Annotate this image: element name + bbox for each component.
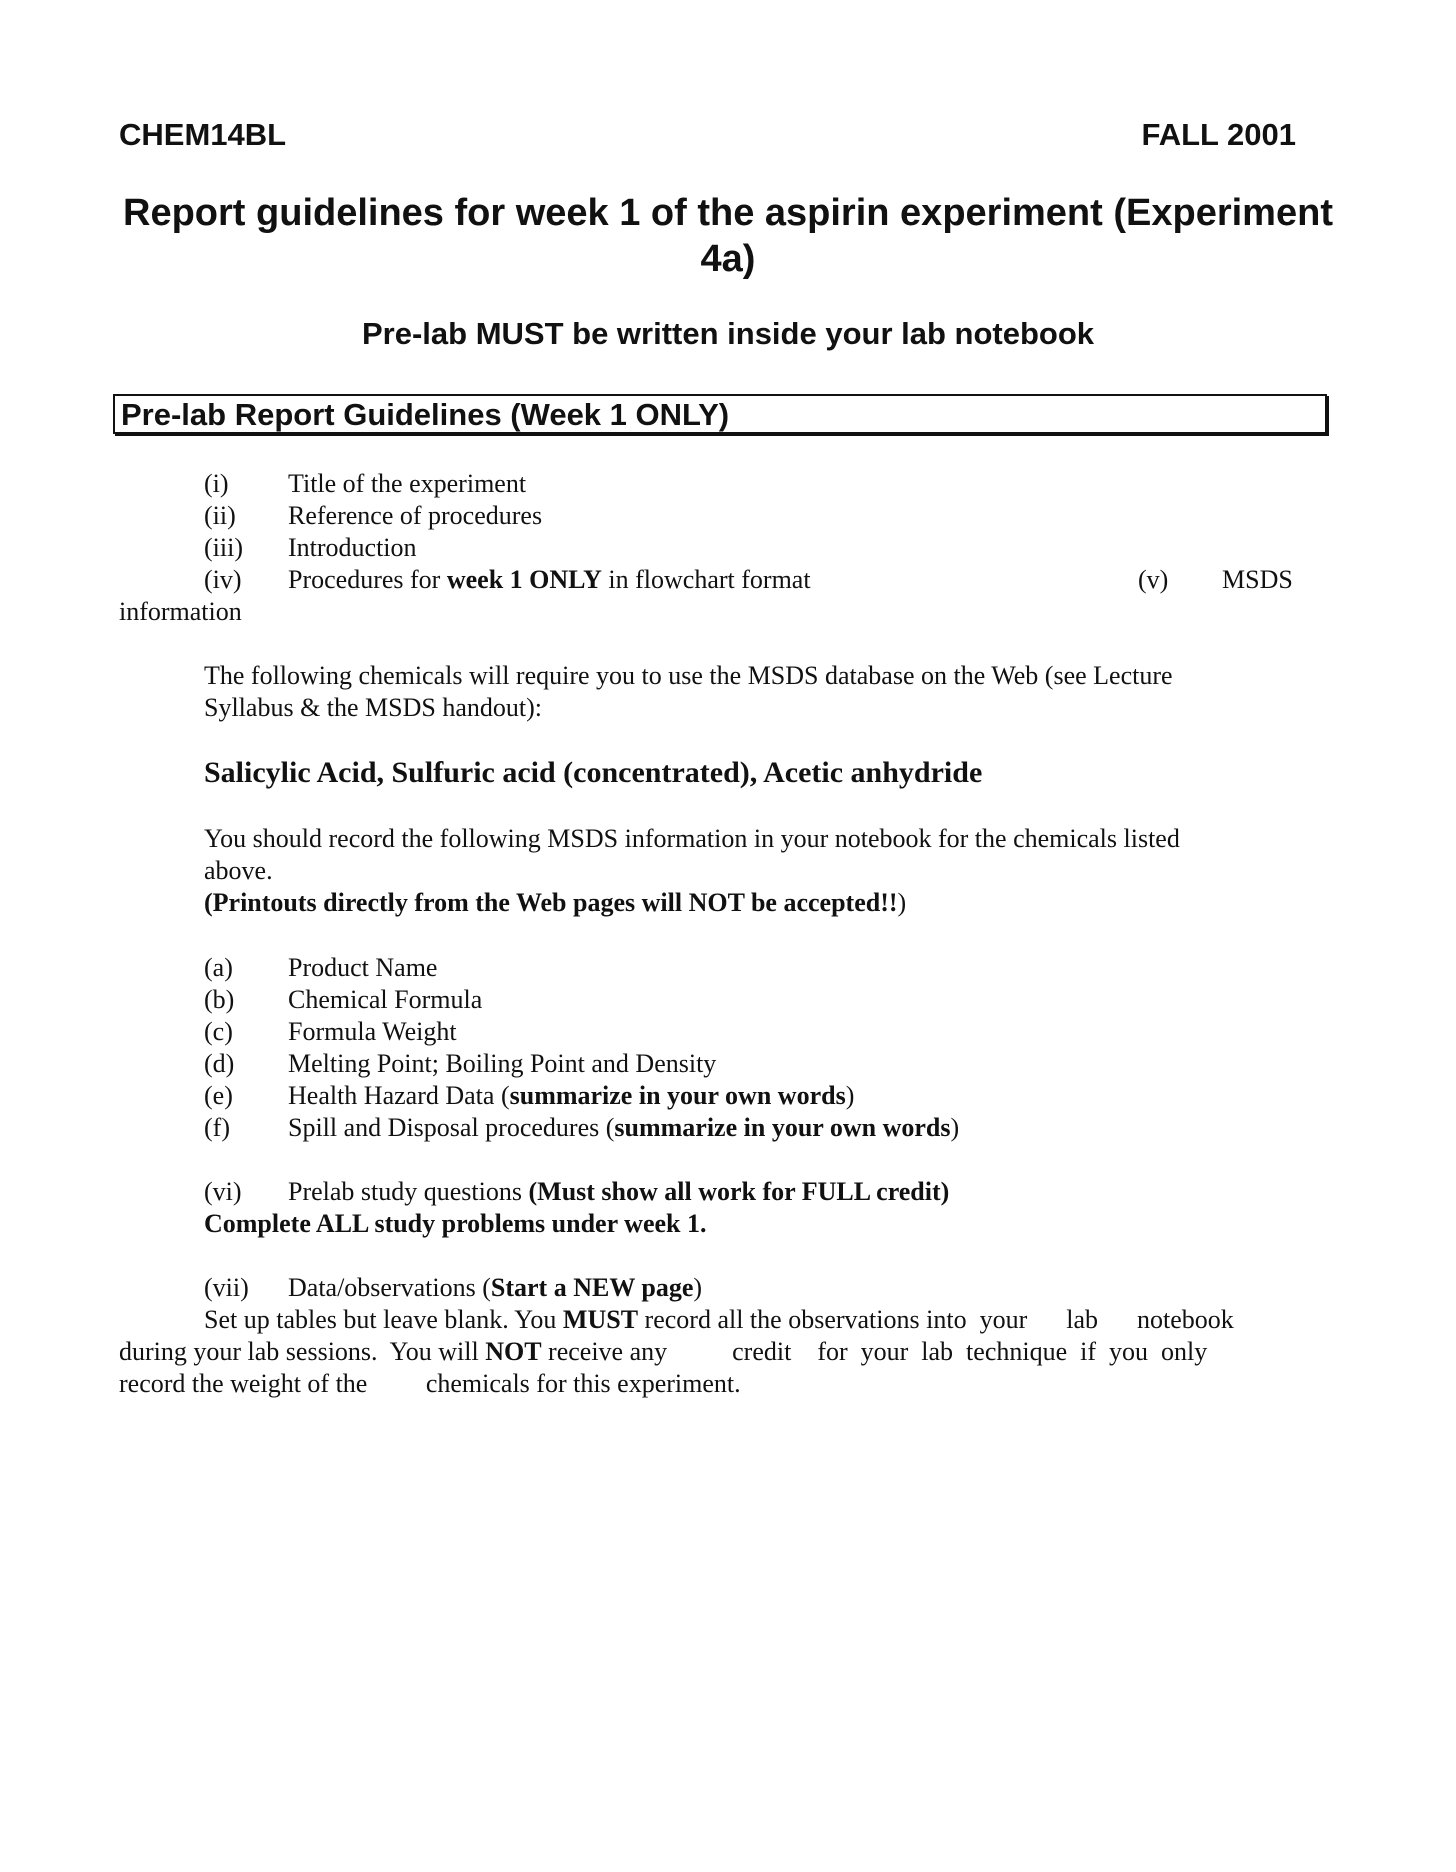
item-marker: (iii)	[204, 533, 243, 562]
section-box	[113, 394, 1327, 434]
chemical-list: Salicylic Acid, Sulfuric acid (concentrated), Acetic anhydride	[204, 756, 983, 789]
item-iv-pre: Procedures for	[288, 565, 447, 594]
msds-item-text	[288, 1081, 854, 1111]
printout-note	[204, 888, 906, 918]
msds-item-text	[288, 1049, 716, 1079]
msds-intro-line: Syllabus & the MSDS handout):	[204, 693, 543, 722]
msds-item-label: Chemical Formula	[288, 985, 483, 1014]
item-iv-post: in flowchart format	[601, 565, 811, 594]
item-text: Reference of procedures	[288, 501, 543, 530]
item-text: Introduction	[288, 533, 417, 562]
course-code: CHEM14BL	[119, 117, 287, 152]
observations-line	[204, 1305, 1234, 1335]
record-line: You should record the following MSDS information in your notebook for the chemicals listed	[204, 824, 1180, 853]
document-subtitle: Pre-lab MUST be written inside your lab notebook	[361, 316, 1095, 351]
msds-item-label: Spill and Disposal procedures (	[288, 1113, 615, 1142]
msds-item-label: Melting Point; Boiling Point and Density	[288, 1049, 717, 1078]
observations-bold: NOT	[485, 1337, 542, 1366]
msds-item-marker: (c)	[204, 1017, 233, 1046]
item-iv-text	[288, 565, 811, 595]
msds-item-bold: summarize in your own words	[614, 1113, 951, 1142]
observations-line: record the weight of the chemicals for this experiment.	[119, 1369, 741, 1398]
item-marker: (v)	[1138, 565, 1169, 594]
observations-text: Set up tables but leave blank. You	[204, 1305, 563, 1334]
item-marker: (i)	[204, 469, 229, 498]
msds-item-label: Health Hazard Data (	[288, 1081, 510, 1110]
item-vii-bold: Start a NEW page	[490, 1273, 694, 1302]
item-text: Title of the experiment	[288, 469, 527, 498]
msds-item-marker: (d)	[204, 1049, 235, 1078]
msds-item-tail: )	[845, 1081, 855, 1110]
item-vii-label: Data/observations (	[288, 1273, 491, 1302]
msds-item-marker: (e)	[204, 1081, 233, 1110]
msds-item-marker: (a)	[204, 953, 233, 982]
msds-item-bold: summarize in your own words	[509, 1081, 846, 1110]
msds-item-text	[288, 1113, 959, 1143]
printout-note-bold: (Printouts directly from the Web pages will NOT be accepted!!	[204, 888, 898, 917]
item-marker: (vii)	[204, 1273, 249, 1302]
msds-item-marker: (f)	[204, 1113, 230, 1142]
item-marker: (vi)	[204, 1177, 242, 1206]
msds-intro-line: The following chemicals will require you to use the MSDS database on the Web (see Lecture	[204, 661, 1173, 690]
item-vi-label: Prelab study questions	[288, 1177, 529, 1206]
msds-item-text	[288, 985, 482, 1015]
item-vii-text	[288, 1273, 702, 1303]
observations-line	[119, 1337, 1207, 1367]
msds-item-text	[288, 953, 437, 983]
item-vii-tail: )	[693, 1273, 703, 1302]
item-vi-text	[288, 1177, 949, 1207]
item-v-continuation: information	[119, 597, 242, 626]
item-vi-line2-bold: Complete ALL study problems under week 1.	[204, 1209, 707, 1238]
term-label: FALL 2001	[1141, 117, 1296, 152]
observations-text: during your lab sessions. You will	[119, 1337, 486, 1366]
item-marker: (ii)	[204, 501, 236, 530]
msds-item-label: Formula Weight	[288, 1017, 457, 1046]
item-v-label: MSDS	[1222, 565, 1293, 594]
item-iv-bold: week 1 ONLY	[446, 565, 602, 594]
document-title: Report guidelines for week 1 of the aspirin experiment (Experiment 4a)	[123, 192, 1333, 280]
section-box-title: Pre-lab Report Guidelines (Week 1 ONLY)	[121, 397, 730, 432]
record-line: above.	[204, 856, 273, 885]
msds-item-label: Product Name	[288, 953, 438, 982]
observations-text: record all the observations into your lab notebook	[638, 1305, 1234, 1334]
item-marker: (iv)	[204, 565, 242, 594]
item-vi-bold: (Must show all work for FULL credit)	[528, 1177, 950, 1206]
printout-note-tail: )	[897, 888, 907, 917]
observations-text: receive any credit for your lab technique if you only	[541, 1337, 1208, 1366]
msds-item-tail: )	[950, 1113, 960, 1142]
observations-bold: MUST	[562, 1305, 639, 1334]
msds-item-marker: (b)	[204, 985, 235, 1014]
item-vi-line2	[204, 1209, 706, 1239]
msds-item-text	[288, 1017, 457, 1047]
